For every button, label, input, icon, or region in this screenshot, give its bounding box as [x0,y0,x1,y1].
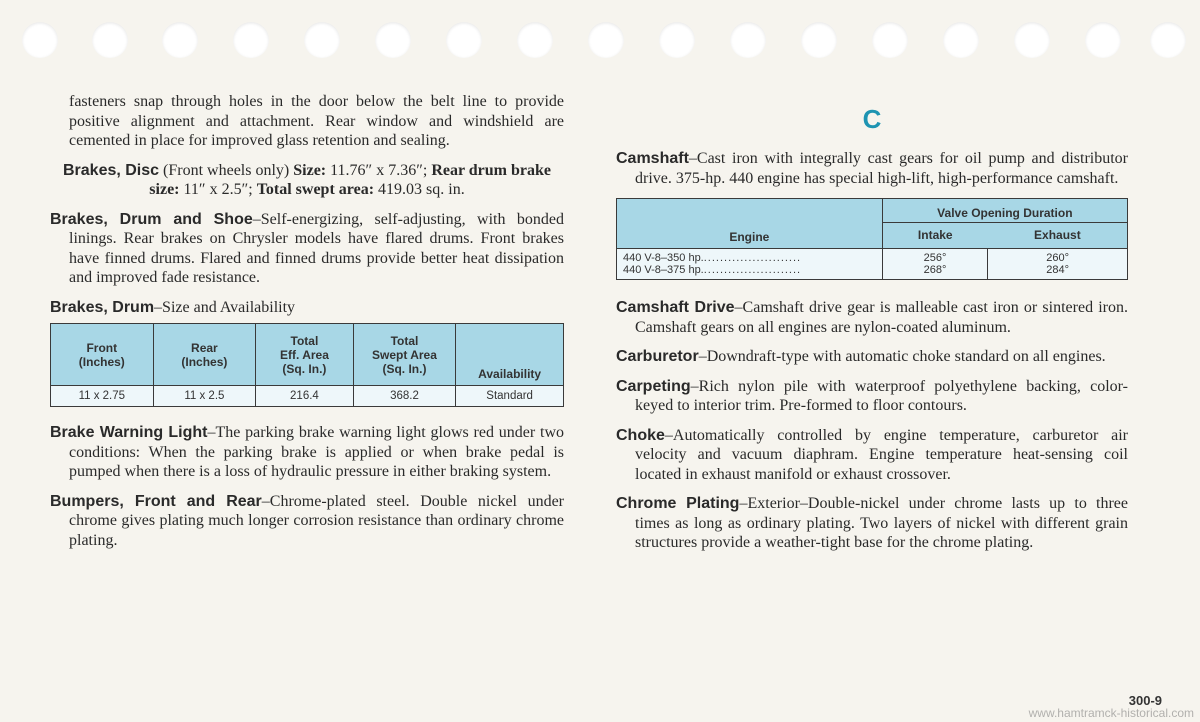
entry-bumpers [50,492,564,551]
exhaust-value: 284° [1046,264,1070,276]
brakes-disc-l2: Size: [293,161,327,179]
table-cell: Standard [456,386,564,407]
brake-th-front [51,324,154,386]
brake-th-availability [456,324,564,386]
table-cell: 216.4 [256,386,353,407]
binder-hole [1150,22,1186,58]
camshaft-drive-text: –Camshaft drive gear is malleable cast iron or sintered iron. Camshaft gears on all engines are nylon-coated aluminum. [635,299,1129,336]
term-brake-warning-light: Brake Warning Light [50,424,208,441]
header-line: Total [290,333,319,348]
engine-line [623,264,876,276]
brake-th-swept-area [353,324,456,386]
engine-line [623,252,876,264]
table-cell-engine [617,249,883,280]
exhaust-value: 260° [1046,252,1070,264]
binder-hole [92,22,128,58]
table-cell: 11 x 2.5 [153,386,256,407]
valve-duration-table [616,198,1128,280]
leader-dots: ........................ [703,252,802,264]
binder-hole [22,22,58,58]
binder-hole [801,22,837,58]
carpeting-text: –Rich nylon pile with waterproof polyethylene backing, color-keyed to interior trim. Pre-formed to floor contours. [635,377,1128,414]
brakes-drum-text: –Size and Availability [154,298,296,316]
term-carpeting: Carpeting [616,377,691,395]
section-letter: C [862,104,882,134]
left-column [50,92,564,560]
entry-choke [616,426,1128,485]
entry-brakes-drum [50,298,564,318]
table-row [617,249,1128,280]
engine-name: 440 V-8–350 hp. [623,252,704,264]
chrome-plating-text: –Exterior–Double-nickel under chrome lasts up to three times as long as ordinary plating. Two layers of nickel with different grain structures provide a weather-tight base for the chrome plating. [635,495,1129,551]
valve-th-engine: Engine [617,199,883,249]
binder-hole [304,22,340,58]
intro-paragraph: fasteners snap through holes in the door below the belt line to provide positive alignment and attachment. Rear window and windshield are cemented in place for improved glass retention and sealing. [69,93,564,149]
term-brakes-drum-shoe: Brakes, Drum and Shoe [50,210,253,228]
binder-hole [730,22,766,58]
entry-brakes-drum-shoe [50,210,564,288]
binder-hole [446,22,482,58]
entry-carpeting [616,377,1128,416]
brakes-disc-l7: 419.03 sq. in. [378,181,465,198]
term-camshaft: Camshaft [616,150,689,167]
entry-camshaft-drive [616,298,1128,337]
binder-hole [1085,22,1121,58]
binder-hole [375,22,411,58]
valve-th-exhaust: Exhaust [988,223,1128,249]
entry-carburetor [616,347,1128,367]
header-line: Swept Area [371,347,437,362]
brake-warning-text: –The parking brake warning light glows red under two conditions: When the parking brake is applied or when brake pedal is pumped when there is a loss of hydraulic pressure in either braking system. [69,424,565,480]
valve-table-header-row [617,199,1128,223]
header-line: Front [86,340,118,355]
brake-th-eff-area [256,324,353,386]
brakes-disc-l5: 11″ x 2.5″; [183,181,253,198]
term-chrome-plating: Chrome Plating [616,495,740,512]
brakes-disc-l3: 11.76″ x 7.36″; [330,161,428,179]
brake-th-rear [153,324,256,386]
valve-th-intake: Intake [882,223,988,249]
brakes-drum-shoe-text: –Self-energizing, self-adjusting, with bonded linings. Rear brakes on Chrysler models have flared drums. Front brakes have finned drums. Flared and finned drums provide better heat dissipation and improved fade resistance. [69,210,564,286]
bumpers-text: –Chrome-plated steel. Double nickel under chrome gives plating much longer corrosion resistance than ordinary chrome plating. [69,492,564,549]
brakes-disc-l4: Rear drum brake size: [149,161,552,198]
intake-value: 268° [923,264,947,276]
binder-holes [0,22,1200,62]
header-line: Rear [191,340,218,355]
entry-chrome-plating [616,494,1128,553]
table-cell-exhaust [988,249,1128,280]
term-carburetor: Carburetor [616,348,699,365]
brake-table-header-row [51,324,564,386]
intake-value: 256° [923,252,947,264]
table-cell: 368.2 [353,386,456,407]
table-row [51,386,564,407]
choke-text: –Automatically controlled by engine temperature, carburetor air velocity and vacuum diaphram. Engine temperature heat-sensing coil located in exhaust manifold or exhaust crossover. [635,426,1128,483]
entry-brakes-disc [50,161,564,200]
header-line: Eff. Area [279,347,329,362]
header-line: (Sq. In.) [382,361,427,376]
binder-hole [233,22,269,58]
binder-hole [588,22,624,58]
table-cell-intake [882,249,988,280]
term-choke: Choke [616,426,665,444]
brake-size-table [50,323,564,407]
brakes-disc-l6: Total swept area: [256,181,375,198]
brakes-disc-l1: (Front wheels only) [163,161,290,179]
page-number: 300-9 [1128,693,1162,708]
valve-th-group: Valve Opening Duration [882,199,1127,223]
engine-name: 440 V-8–375 hp. [623,264,704,276]
header-line: (Inches) [78,354,125,369]
binder-hole [943,22,979,58]
term-brakes-drum: Brakes, Drum [50,298,155,316]
watermark-text: www.hamtramck-historical.com [1028,706,1194,720]
right-column [616,96,1128,563]
binder-hole [1014,22,1050,58]
table-cell: 11 x 2.75 [51,386,154,407]
term-camshaft-drive: Camshaft Drive [616,299,735,316]
binder-hole [517,22,553,58]
term-bumpers: Bumpers, Front and Rear [50,492,262,510]
binder-hole [659,22,695,58]
header-line: Availability [478,367,542,381]
term-brakes-disc: Brakes, Disc [62,161,160,179]
header-line: (Inches) [181,354,228,369]
carburetor-text: –Downdraft-type with automatic choke standard on all engines. [698,348,1106,365]
binder-hole [872,22,908,58]
binder-hole [162,22,198,58]
leader-dots: ........................ [703,264,802,276]
camshaft-text: –Cast iron with integrally cast gears for oil pump and distributor drive. 375-hp. 440 engine has special high-lift, high-performance camshaft. [635,150,1128,187]
header-line: Total [390,333,419,348]
entry-brake-warning-light [50,423,564,482]
header-line: (Sq. In.) [282,361,327,376]
entry-camshaft [616,149,1128,188]
